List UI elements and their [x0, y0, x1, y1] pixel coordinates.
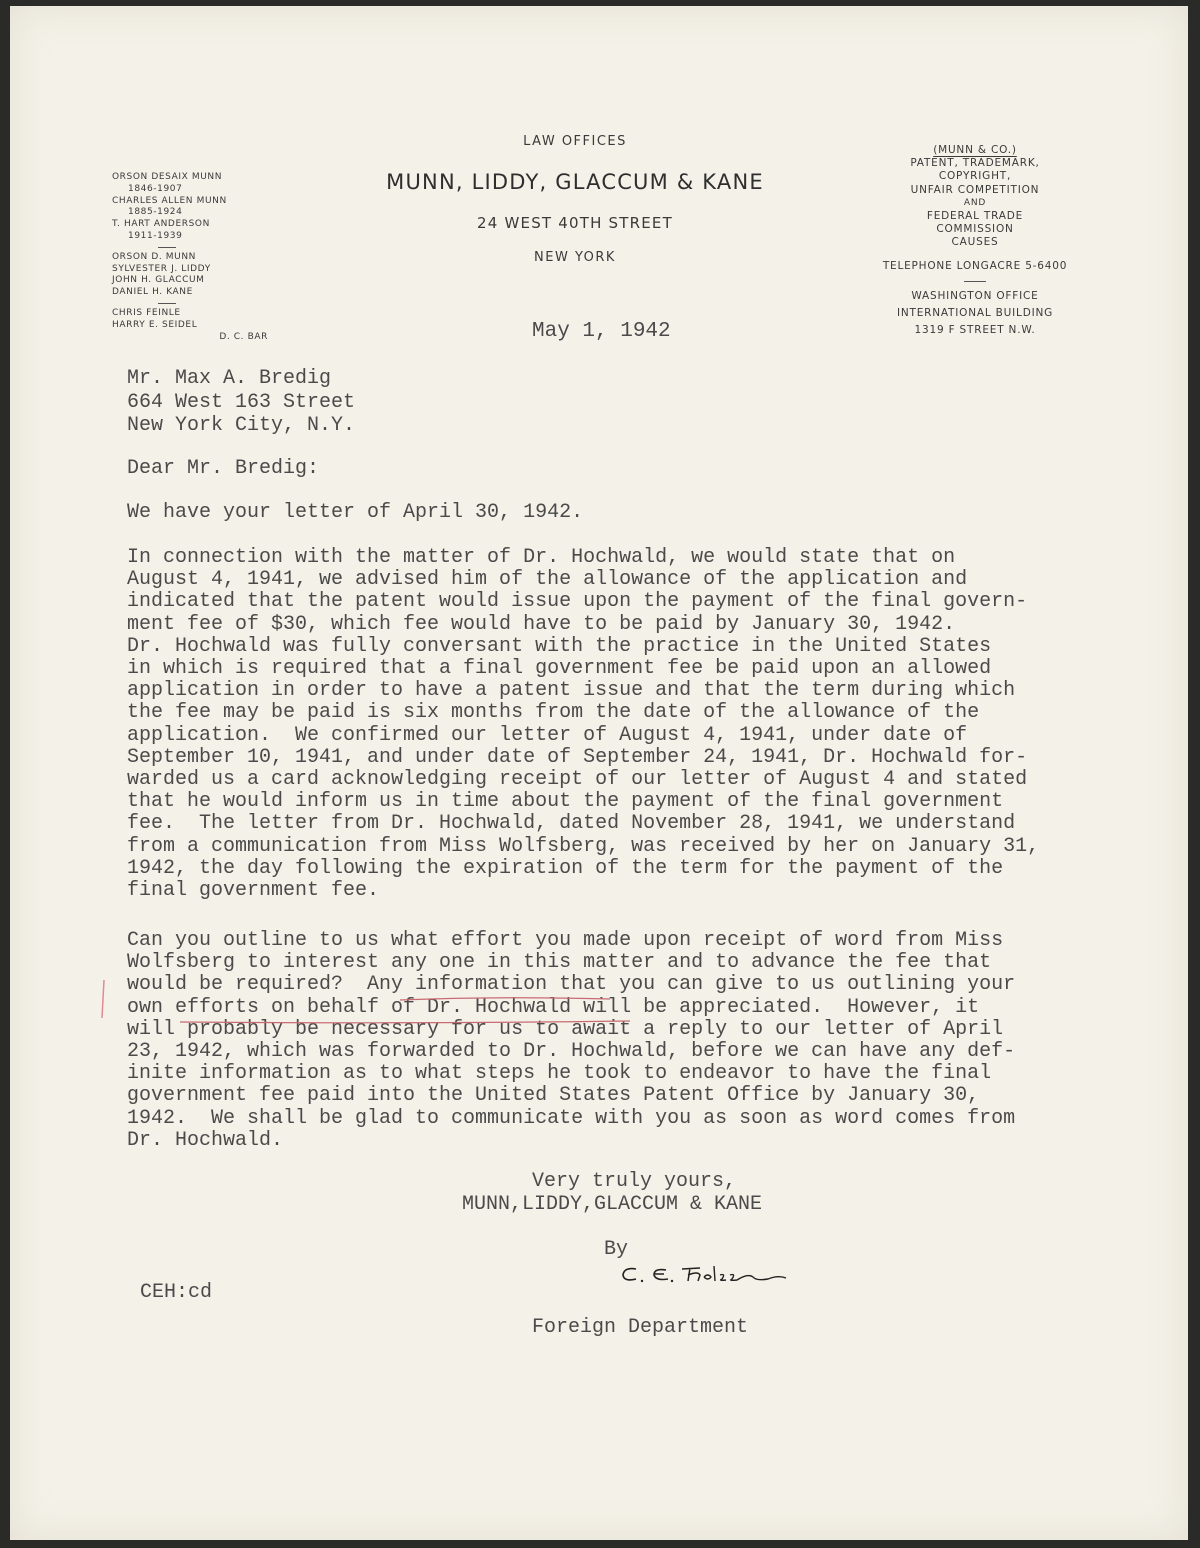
practice-column	[862, 144, 1088, 337]
practice-area: CAUSES	[951, 236, 999, 249]
text-line: that he would inform us in time about the payment of the final government	[127, 790, 1004, 814]
divider	[158, 247, 176, 248]
text-line: from a communication from Miss Wolfsberg, was received by her on January 31,	[127, 834, 1040, 858]
text-line: August 4, 1941, we advised him of the allowance of the application and	[127, 568, 968, 592]
text-line: will probably be necessary for us to await a reply to our letter of April	[127, 1017, 1004, 1041]
text-line: Dr. Hochwald.	[127, 1128, 284, 1152]
text-line: indicated that the patent would issue upon the payment of the final govern-	[127, 590, 1028, 614]
practice-area: COMMISSION	[936, 223, 1014, 236]
firm-street: 24 WEST 40TH STREET	[477, 214, 673, 232]
washington-office: WASHINGTON OFFICE	[911, 289, 1039, 302]
right-heading: (MUNN & CO.)	[933, 144, 1017, 156]
recipient-address	[127, 367, 355, 438]
paragraph-3	[127, 930, 1015, 1152]
text-line: In connection with the matter of Dr. Hochwald, we would state that on	[127, 546, 956, 569]
partner-name: SYLVESTER J. LIDDY	[112, 263, 211, 274]
closing-block	[462, 1171, 798, 1340]
text-line: 1942. We shall be glad to communicate with you as soon as word comes from	[127, 1106, 1016, 1130]
partner-name: CHARLES ALLEN MUNN	[112, 195, 227, 206]
text-line: application. We confirmed our letter of August 4, 1941, under date of	[127, 723, 968, 747]
text-line: 1942, the day following the expiration of the term for the payment of the	[127, 856, 1004, 880]
washington-building: INTERNATIONAL BUILDING	[896, 307, 1054, 320]
text-line: Can you outline to us what effort you made upon receipt of word from Miss	[127, 929, 1004, 952]
text-line: fee. The letter from Dr. Hochwald, dated November 28, 1941, we understand	[127, 812, 1016, 836]
signature-line	[462, 1216, 798, 1317]
partner-name: T. HART ANDERSON	[112, 219, 210, 230]
text-line: application in order to have a patent issue and that the term during which	[127, 679, 1016, 703]
text-line: would be required? Any information that you can give to us outlining your	[127, 973, 1016, 997]
letter-date: May 1, 1942	[532, 320, 671, 343]
partner-name: DANIEL H. KANE	[112, 287, 193, 298]
associate-note: D. C. BAR	[219, 331, 268, 342]
practice-area: PATENT, TRADEMARK,	[910, 157, 1040, 170]
address-line: New York City, N.Y.	[127, 414, 356, 437]
partner-years: 1911-1939	[128, 230, 183, 241]
text-line: the fee may be paid is six months from the date of the allowance of the	[127, 701, 980, 725]
practice-area: UNFAIR COMPETITION	[910, 183, 1040, 196]
text-line: final government fee.	[127, 879, 380, 903]
by-label: By	[604, 1237, 629, 1261]
department: Foreign Department	[532, 1316, 749, 1339]
firm-city: NEW YORK	[534, 250, 616, 265]
telephone: TELEPHONE LONGACRE 5-6400	[882, 259, 1068, 272]
practice-area: FEDERAL TRADE	[926, 210, 1024, 223]
partner-name: JOHN H. GLACCUM	[112, 275, 205, 286]
address-line: Mr. Max A. Bredig	[127, 367, 332, 390]
text-line: Dr. Hochwald was fully conversant with the practice in the United States	[127, 634, 992, 658]
text-line: Wolfsberg to interest any one in this matter and to advance the fee that	[127, 951, 992, 975]
closing-phrase: Very truly yours,	[532, 1170, 737, 1193]
paragraph-2	[127, 547, 1039, 902]
salutation: Dear Mr. Bredig:	[127, 457, 320, 480]
associate-name: HARRY E. SEIDEL	[112, 319, 198, 330]
divider	[964, 281, 986, 282]
handwritten-signature	[618, 1261, 798, 1287]
reference-initials: CEH:cd	[140, 1281, 213, 1304]
firm-signature: MUNN,LIDDY,GLACCUM & KANE	[462, 1192, 763, 1216]
partner-name: ORSON DESAIX MUNN	[112, 172, 223, 182]
text-line: ment fee of $30, which fee would have to be paid by January 30, 1942.	[127, 612, 956, 636]
law-offices-heading: LAW OFFICES	[523, 134, 627, 149]
divider	[158, 303, 176, 304]
washington-street: 1319 F STREET N.W.	[914, 324, 1036, 337]
letter-page	[10, 6, 1188, 1540]
text-line: in which is required that a final government fee be paid upon an allowed	[127, 657, 992, 681]
associate-name: CHRIS FEINLE	[112, 307, 181, 318]
partner-years: 1846-1907	[128, 183, 183, 194]
practice-area: AND	[963, 197, 987, 208]
practice-area: COPYRIGHT,	[938, 170, 1012, 183]
text-line: 23, 1942, which was forwarded to Dr. Hochwald, before we can have any def-	[127, 1040, 1016, 1064]
text-line: We have your letter of April 30, 1942.	[127, 501, 584, 524]
text-line: inite information as to what steps he took to endeavor to have the final	[127, 1062, 992, 1086]
address-line: 664 West 163 Street	[127, 390, 356, 414]
text-line: warded us a card acknowledging receipt of our letter of August 4 and stated	[127, 768, 1028, 792]
firm-name: MUNN, LIDDY, GLACCUM & KANE	[386, 170, 764, 194]
partner-name: ORSON D. MUNN	[112, 251, 196, 262]
text-line: government fee paid into the United States Patent Office by January 30,	[127, 1084, 980, 1108]
paragraph-1	[127, 502, 583, 524]
text-line: own efforts on behalf of Dr. Hochwald will be appreciated. However, it	[127, 995, 980, 1019]
pencil-annotation	[100, 978, 1100, 1038]
partner-years: 1885-1924	[128, 207, 183, 218]
partners-list	[112, 172, 282, 343]
text-line: September 10, 1941, and under date of September 24, 1941, Dr. Hochwald for-	[127, 745, 1028, 769]
